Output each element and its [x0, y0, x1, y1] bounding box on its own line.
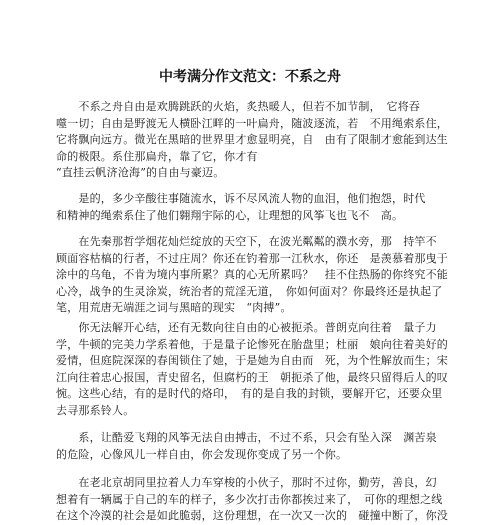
text-line: 学，牛顿的完美力学系着他，于是量子论惨死在胎盘里；杜丽 娘向往着美好的 [56, 337, 448, 351]
text-line: 心冷，战争的生灵涂炭，统治者的荒淫无道， 你如何面对？你最终还是执起了 [56, 284, 443, 298]
text-line: 江向往着忠心报国，青史留名，但腐朽的王 朝扼杀了他，最终只留得后人的叹 [56, 370, 448, 384]
text-line: 不系之舟自由是欢腾跳跃的火焰，炙热暖人，但若不加节制， 它将吞 [56, 100, 421, 113]
text-line: 爱情，但庭院深深的春闺锁住了她，于是她为自由而 死，为个性解放而生；宋 [56, 354, 448, 367]
text-line: 噬一切；自由是野渡无人横卧江畔的一叶扁舟，随波逐流，若 不用绳索系住， [56, 116, 448, 130]
text-line: 的危险，心像风儿一样自由，你会发现你变成了另一个你。 [56, 447, 348, 461]
paragraph-3 [56, 234, 448, 317]
document-title: 中考满分作文范文：不系之舟 [159, 69, 341, 85]
text-line: 你无法解开心结，还有无数向往自由的心被扼杀。普朗克向往着 量子力 [56, 321, 437, 334]
text-line: 是的，多少辛酸往事随流水，诉不尽风流人物的血泪，他们抱怨，时代 [56, 192, 426, 205]
text-line: 惋。这些心结，有的是时代的烙印， 有的是自我的封锁，要解开它，还要众里 [56, 387, 443, 400]
paragraph-1 [56, 99, 448, 182]
text-line: 命的极限。系住那扁舟，靠了它，你才有 [56, 149, 258, 163]
paragraph-4 [56, 320, 448, 419]
text-line: 它将飘向远方。微光在黑暗的世界里才愈显明亮，自 由有了限制才愈能到达生 [56, 133, 448, 146]
text-line: “直挂云帆济沧海”的自由与豪迈。 [56, 166, 225, 179]
text-line: 和精神的绳索系住了他们翱翔宇际的心，让理想的风筝飞也飞不 高。 [56, 208, 404, 222]
text-line: 在老北京胡同里拉着人力车穿梭的小伙子，那时不过你，勤劳，善良，幻 [56, 476, 437, 489]
paragraph-5 [56, 430, 448, 463]
text-line: 在这个冷漠的社会是如此脆弱，这份理想，在一次又一次的 碰撞中断了，你没 [56, 509, 448, 522]
text-line: 在先秦那哲学烟花灿烂绽放的天空下，在波光粼粼的濮水旁，那 持竿不 [56, 235, 437, 248]
text-line: 去寻那系铃人。 [56, 403, 135, 417]
paragraph-2 [56, 191, 448, 224]
text-line: 想着有一辆属于自己的车的样子，多少次打击你都挨过来了， 可你的理想之线 [56, 492, 443, 506]
text-line: 笔，用荒唐无端涯之词与黑暗的现实 “肉搏”。 [56, 301, 292, 314]
text-line: 系，让酷爱飞翔的风筝无法自由搏击，不过不系，只会有坠入深 渊苦泉 [56, 431, 437, 444]
text-line: 顾面容枯槁的行者，不过庄周？你还在钓着那一江秋水，你还 是羡慕着那曳于 [56, 251, 448, 265]
paragraph-6 [56, 475, 448, 525]
text-line: 涂中的乌龟，不肯为境内事所累？真的心无所累吗？ 挂不住热肠的你终究不能 [56, 268, 448, 281]
